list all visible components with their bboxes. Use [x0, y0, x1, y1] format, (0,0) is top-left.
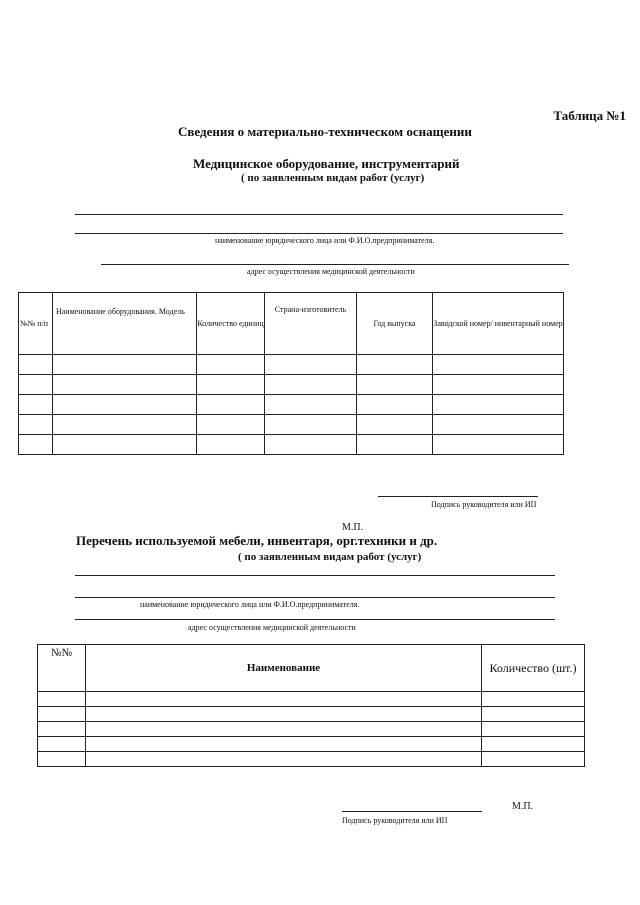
furniture-table	[37, 644, 585, 767]
entity-line	[75, 214, 563, 215]
col-country: Страна-изготовитель	[265, 293, 357, 355]
stamp-label: М.П.	[342, 522, 364, 533]
col-quantity: Количество (шт.)	[482, 645, 585, 692]
table-number: Таблица №1	[553, 108, 626, 123]
section2-title: Перечень используемой мебели, инвентаря, орг.техники и др.	[76, 533, 438, 548]
signature-caption: Подпись руководителя или ИП	[342, 816, 448, 825]
col-quantity: Количество единиц	[197, 293, 265, 355]
address-line	[101, 264, 569, 265]
stamp-label: М.П.	[512, 801, 534, 812]
table-row	[38, 752, 585, 767]
address-line	[75, 619, 555, 620]
section1-note: ( по заявленным видам работ (услуг)	[241, 172, 425, 184]
entity-caption: наименование юридического лица или Ф.И.О.предпринимателя.	[140, 600, 360, 609]
section1-title: Сведения о материально-техническом оснащении	[178, 124, 472, 139]
table-row	[19, 355, 564, 375]
entity-line	[75, 575, 555, 576]
table-row	[38, 737, 585, 752]
col-number: №№ п/п	[19, 293, 53, 355]
col-name: Наименование оборудования. Модель	[53, 293, 197, 355]
col-serial: Заводской номер/ инвентарный номер	[433, 293, 564, 355]
signature-caption: Подпись руководителя или ИП	[431, 500, 537, 509]
table-row	[19, 375, 564, 395]
signature-line	[378, 496, 538, 497]
entity-caption: наименование юридического лица или Ф.И.О.предпринимателя.	[215, 236, 435, 245]
table-row	[38, 707, 585, 722]
address-caption: адрес осуществления медицинской деятельности	[247, 267, 415, 276]
table-row	[19, 395, 564, 415]
entity-line	[75, 597, 555, 598]
section2-note: ( по заявленным видам работ (услуг)	[238, 551, 422, 563]
address-caption: адрес осуществления медицинской деятельности	[188, 623, 356, 632]
section1-subtitle: Медицинское оборудование, инструментарий	[193, 156, 460, 171]
col-number: №№	[38, 645, 86, 692]
col-year: Год выпуска	[357, 293, 433, 355]
table-row	[38, 722, 585, 737]
entity-line	[75, 233, 563, 234]
table-row	[19, 435, 564, 455]
equipment-table	[18, 292, 564, 455]
table-row	[38, 692, 585, 707]
col-name: Наименование	[86, 645, 482, 692]
signature-line	[342, 811, 482, 812]
table-row	[19, 415, 564, 435]
